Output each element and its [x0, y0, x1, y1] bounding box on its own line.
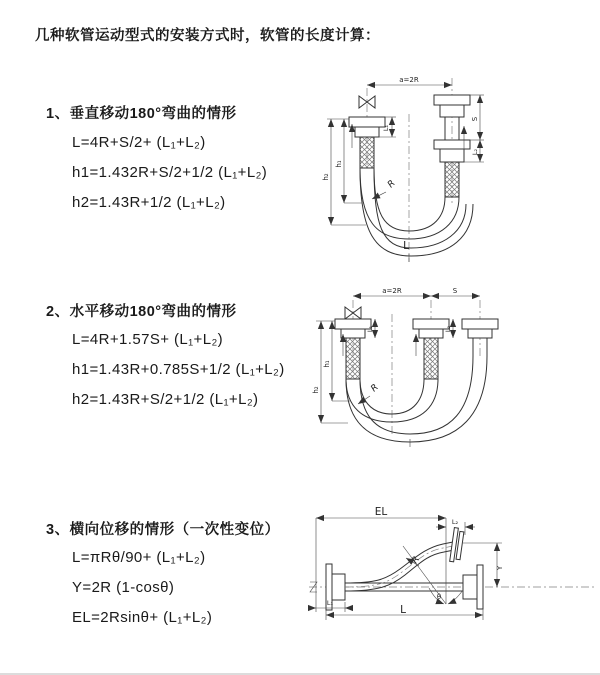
- dim-label-l1: L₁: [326, 599, 334, 607]
- straight-hose-position: [345, 565, 483, 609]
- page-title: 几种软管运动型式的安装方式时，软管的长度计算：: [35, 28, 380, 44]
- dim-label-l1: L₁: [382, 124, 390, 132]
- section-1-formula-h1: h1=1.432R+S/2+1/2 (L₁+L₂): [72, 164, 268, 181]
- displaced-hose-position: [345, 528, 464, 591]
- dim-label-l2: L₂: [451, 518, 459, 526]
- section-2-heading: 2、水平移动180°弯曲的情形: [46, 304, 237, 320]
- dim-label-h1: h₁: [335, 160, 343, 168]
- dim-label-h2: h₂: [312, 386, 320, 394]
- dim-label-h1: h₁: [323, 360, 331, 368]
- braided-hose: [360, 137, 374, 168]
- section-1-formula-L: L=4R+S/2+ (L₁+L₂): [72, 134, 206, 151]
- radius-label: R: [410, 554, 423, 566]
- dim-label-s: S: [471, 116, 479, 122]
- braided-hose: [346, 338, 360, 379]
- radius-label: R: [369, 382, 381, 395]
- angle-label: θ: [436, 593, 442, 601]
- dim-label-s: S: [452, 287, 458, 295]
- section-3-formula-L: L=πRθ/90+ (L₁+L₂): [72, 549, 206, 566]
- left-end-fitting: [349, 117, 385, 168]
- section-3-formula-Y: Y=2R (1-cosθ): [72, 579, 175, 596]
- dim-label-el: EL: [374, 506, 388, 518]
- diagram-horizontal-180-bend: [310, 284, 598, 462]
- section-3-formula-EL: EL=2Rsinθ+ (L₁+L₂): [72, 609, 213, 626]
- section-2-formula-h2: h2=1.43R+S/2+1/2 (L₁+L₂): [72, 391, 259, 408]
- section-2-formula-L: L=4R+1.57S+ (L₁+L₂): [72, 331, 224, 348]
- right-end-fitting: [434, 95, 470, 197]
- l-dimension: [326, 604, 483, 620]
- dim-label-l2: L₂: [444, 325, 452, 333]
- dim-label-a2r: a=2R: [382, 287, 402, 295]
- length-label: L: [403, 240, 409, 252]
- dim-label-h2: h₂: [322, 173, 330, 181]
- radius-label: R: [386, 178, 398, 191]
- section-3-heading: 3、横向位移的情形（一次性变位）: [46, 522, 280, 538]
- dim-label-l: L: [400, 604, 406, 616]
- section-2-formula-h1: h1=1.43R+0.785S+1/2 (L₁+L₂): [72, 361, 285, 378]
- hose-u-curves: [346, 356, 487, 442]
- dim-label-l2: L₂: [471, 148, 479, 156]
- diagram-lateral-displacement: [303, 502, 598, 660]
- diagram-vertical-180-bend: [312, 72, 590, 264]
- dim-label-y: Y: [496, 565, 504, 571]
- braided-hose: [424, 338, 438, 379]
- dim-label-a2r: a=2R: [399, 76, 419, 84]
- dim-label-l1: L₁: [366, 325, 374, 333]
- section-1-formula-h2: h2=1.43R+1/2 (L₁+L₂): [72, 194, 226, 211]
- braided-hose: [445, 162, 459, 197]
- section-1-heading: 1、垂直移动180°弯曲的情形: [46, 106, 237, 122]
- upper-flange: [450, 528, 465, 563]
